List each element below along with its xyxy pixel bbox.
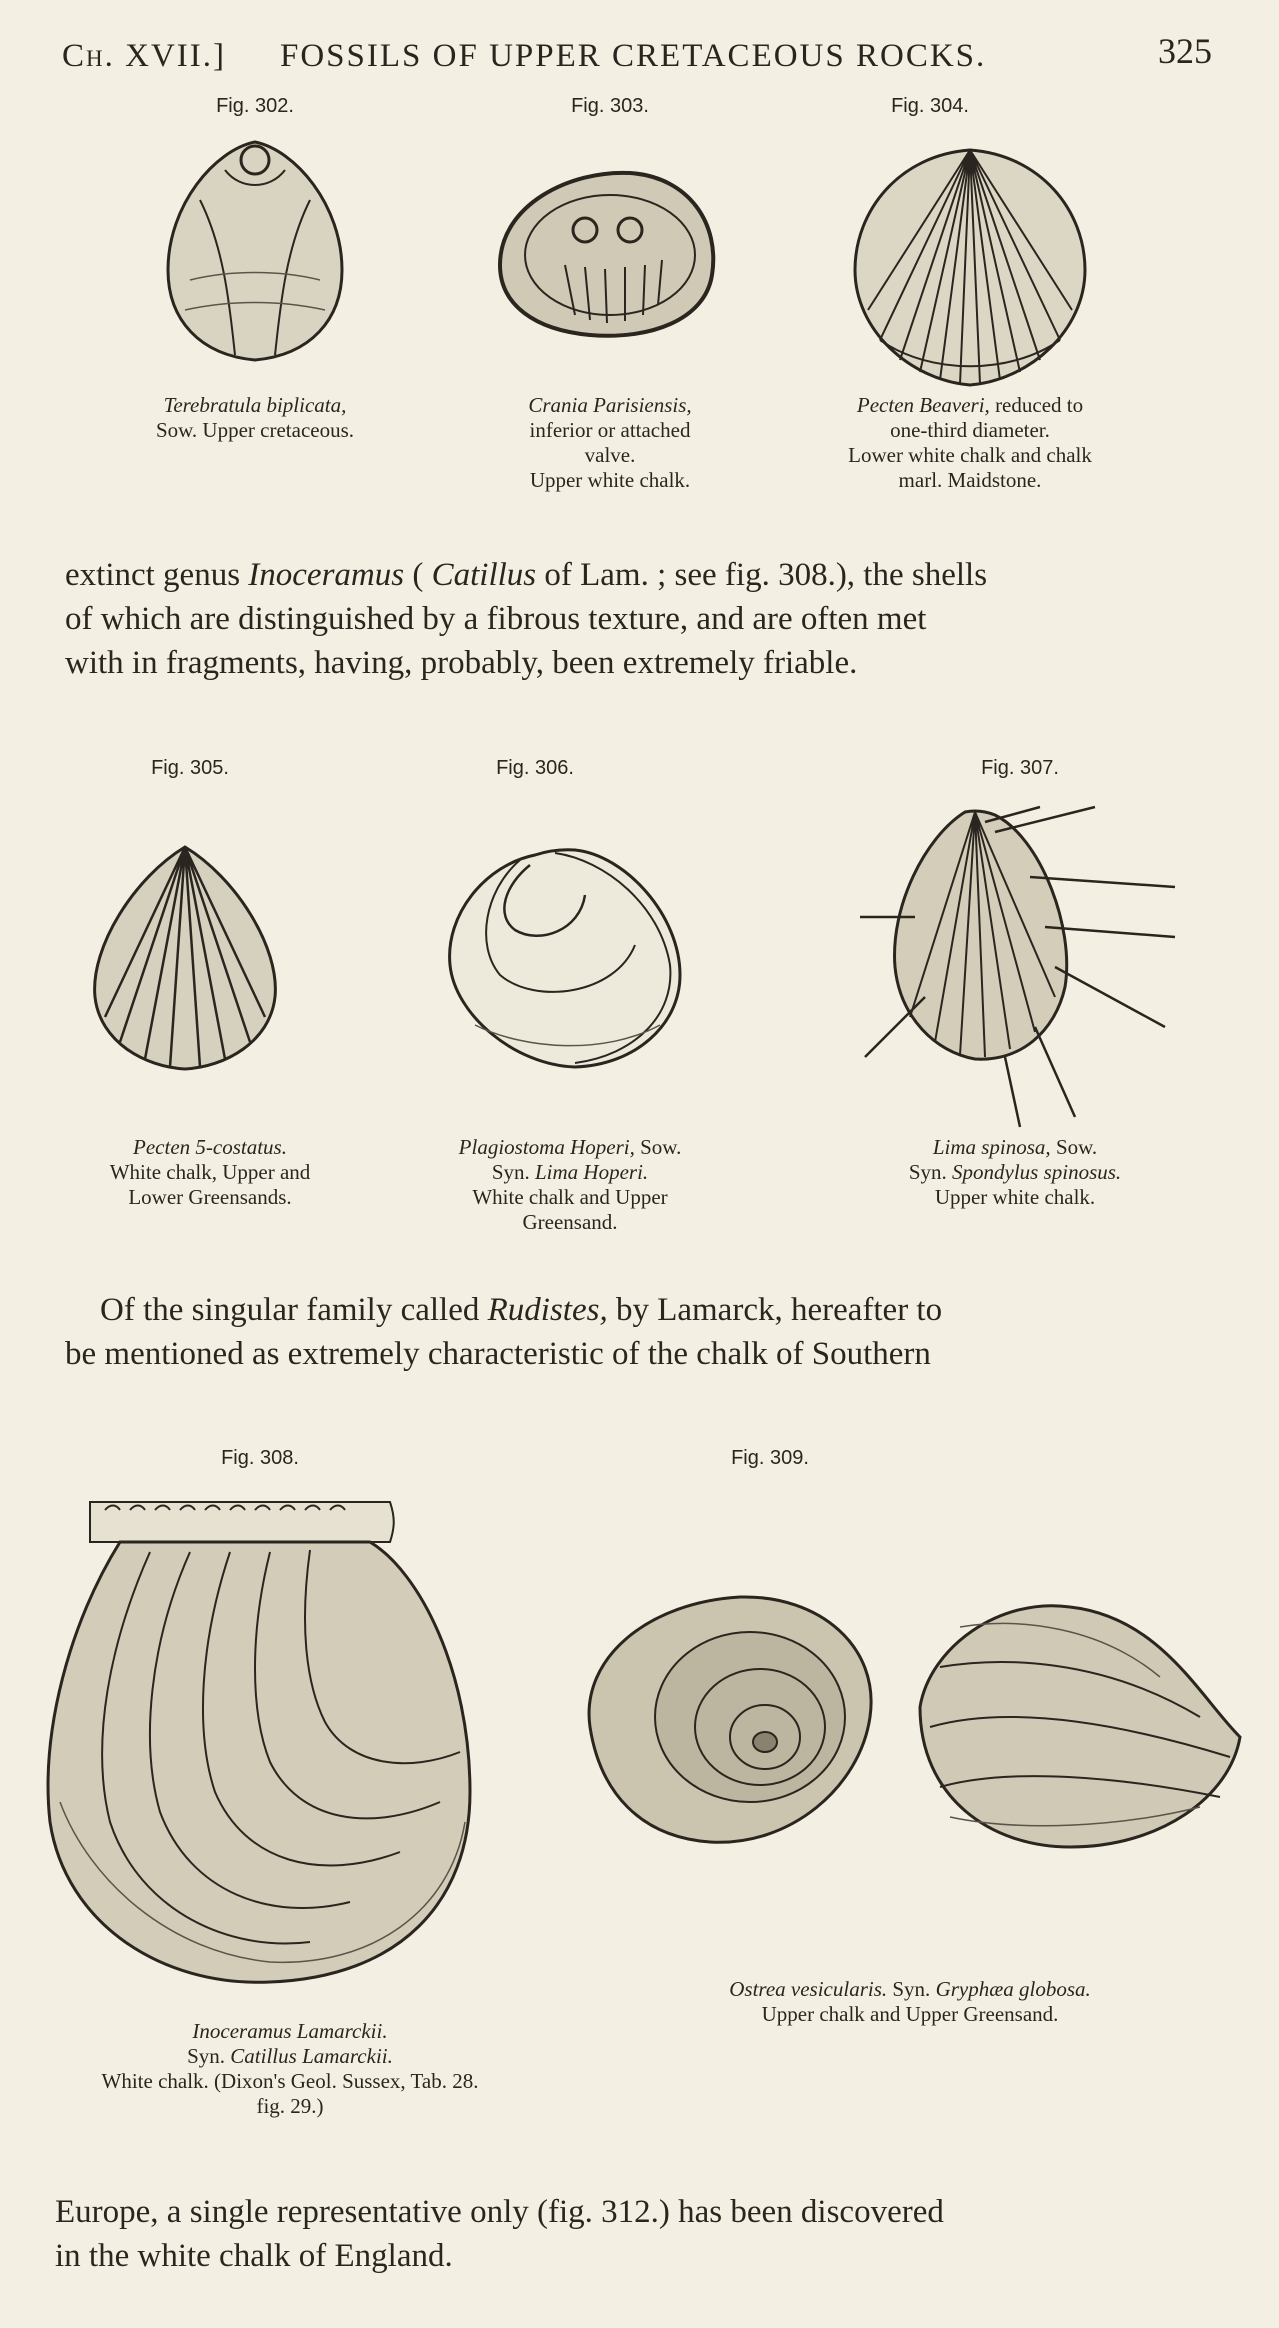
figure-305 [60,757,360,1217]
figure-label: Fig. 307. [981,757,1059,779]
figure-caption: Plagiostoma Hoperi, Sow. Syn. Lima Hoperi. White chalk and Upper Greensand. [458,1135,682,1234]
figure-caption: Lima spinosa, Sow. Syn. Spondylus spinosus. Upper white chalk. [908,1135,1122,1209]
figure-label: Fig. 305. [151,757,229,779]
running-title: FOSSILS OF UPPER CRETACEOUS ROCKS. [280,38,987,74]
figure-caption: Pecten Beaveri, reduced to one-third diameter. Lower white chalk and chalk marl. Maidstone. [848,393,1092,492]
ostrea-shell-left-illustration [560,1577,880,1877]
figure-label: Fig. 304. [891,95,969,117]
figure-302 [130,95,380,455]
crania-shell-illustration [480,155,740,375]
figure-caption: Ostrea vesicularis. Syn. Gryphæa globosa. Upper chalk and Upper Greensand. [729,1977,1091,2026]
figure-303 [480,95,740,495]
pecten-shell-illustration [840,140,1100,400]
plagiostoma-shell-illustration [435,835,695,1075]
figure-label: Fig. 309. [731,1447,809,1469]
figure-label: Fig. 308. [221,1447,299,1469]
ostrea-shell-right-illustration [900,1587,1260,1887]
figure-caption: Crania Parisiensis, inferior or attached valve. Upper white chalk. [528,393,692,492]
figure-label: Fig. 302. [216,95,294,117]
pecten-costatus-illustration [75,837,295,1087]
figure-309 [560,1447,1260,2087]
inoceramus-shell-illustration [30,1482,510,2012]
body-paragraph-3: Europe, a single representative only (fig. 312.) has been discovered in the white chalk of England. [55,2194,944,2274]
lima-spinosa-illustration [855,797,1185,1137]
running-header [62,30,1212,80]
page-number: 325 [1158,31,1212,71]
figure-caption: Inoceramus Lamarckii. Syn. Catillus Lamarckii. White chalk. (Dixon's Geol. Sussex, Tab. 28. fig. 29.) [101,2019,479,2118]
body-paragraph-2: Of the singular family called Rudistes, by Lamarck, hereafter to be mentioned as extremely characteristic of the chalk of Southern [65,1292,943,1372]
figure-306 [405,757,735,1237]
chapter-ref: Ch. XVII.] [62,38,227,74]
figure-304 [790,95,1170,515]
figure-307 [860,757,1190,1217]
figure-label: Fig. 303. [571,95,649,117]
figure-308 [10,1447,570,2147]
figure-caption: Pecten 5-costatus. White chalk, Upper and Lower Greensands. [109,1135,311,1209]
terebratula-shell-illustration [130,130,380,370]
body-paragraph-1: extinct genus Inoceramus ( Catillus of Lam. ; see fig. 308.), the shells of which are distinguished by a fibrous texture, and are often met with in fragments, having, probably, been extremely friable. [65,557,988,681]
figure-label: Fig. 306. [496,757,574,779]
figure-caption: Terebratula biplicata, Sow. Upper cretaceous. [155,393,355,442]
